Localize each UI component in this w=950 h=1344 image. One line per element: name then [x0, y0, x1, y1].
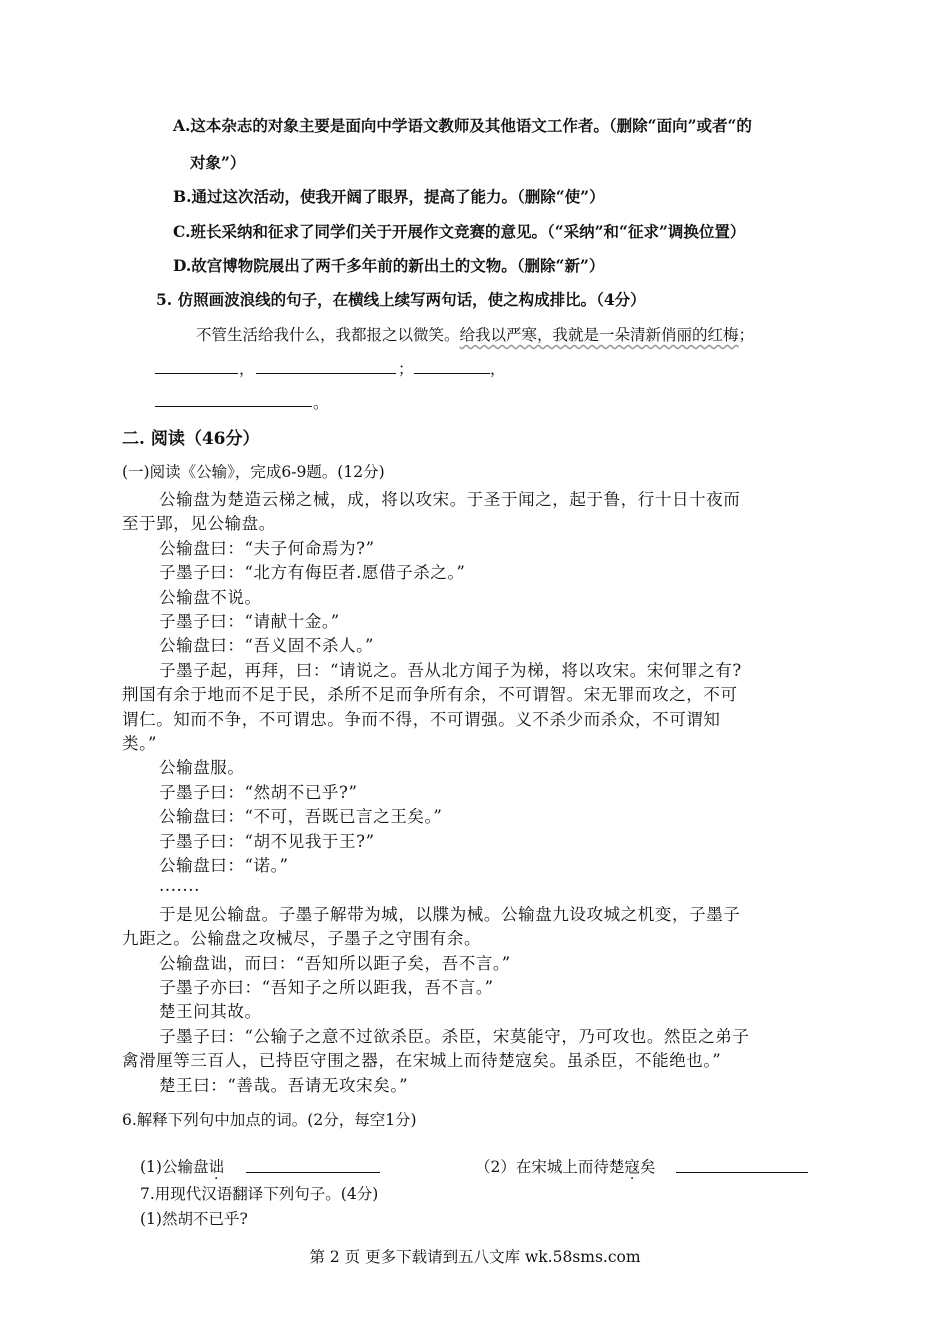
q5-example-wavy: 给我以严寒，我就是一朵清新俏丽的红梅 — [459, 326, 739, 344]
q5-blank-3[interactable] — [414, 373, 490, 374]
option-b: B.通过这次活动，使我开阔了眼界，提高了能力。（删除“使”） — [173, 187, 605, 206]
passage-line: 公输盘为楚造云梯之械，成，将以攻宋。于圣于闻之，起于鲁，行十日十夜而 — [159, 490, 741, 509]
passage-line: ....... — [159, 876, 200, 896]
passage-line: 楚王曰：“善哉。吾请无攻宋矣。” — [159, 1075, 409, 1095]
q6-item-2-dotted-word: 寇 — [624, 1158, 640, 1176]
passage-line: 子墨子曰：“公输子之意不过欲杀臣。杀臣，宋莫能守，乃可攻也。然臣之弟子 — [159, 1026, 750, 1046]
option-a-line1: A.这本杂志的对象主要是面向中学语文教师及其他语文工作者。（删除“面向”或者“的 — [173, 116, 752, 135]
passage-line: 子墨子曰：“胡不见我于王?” — [159, 831, 375, 851]
passage-line: 公输盘不说。 — [159, 587, 262, 607]
passage-line: 公输盘服。 — [159, 758, 245, 778]
page-footer: 第 2 页 更多下载请到五八文库 wk.58sms.com — [309, 1248, 641, 1266]
section-title: 二. 阅读（46分） — [122, 429, 260, 449]
q5-example — [196, 323, 754, 345]
q7-item-1: (1)然胡不已乎? — [140, 1210, 248, 1228]
passage-line: 谓仁。知而不争，不可谓忠。争而不得，不可谓强。义不杀少而杀众，不可谓知 — [122, 709, 721, 729]
q6-answer-1[interactable] — [246, 1172, 380, 1173]
q6-item-2-text: （2）在宋城上而待楚 — [475, 1158, 625, 1176]
option-d: D.故宫博物院展出了两千多年前的新出土的文物。（删除“新”） — [173, 256, 605, 275]
passage-line: 于是见公输盘。子墨子解带为城，以牒为械。公输盘九设攻城之机变，子墨子 — [159, 904, 741, 924]
q5-blank-2[interactable] — [256, 373, 396, 374]
q6-item-2-end: 矣 — [639, 1158, 656, 1176]
passage-line: 公输盘曰：“夫子何命焉为?” — [159, 538, 375, 558]
passage-line: 楚王问其故。 — [159, 1002, 262, 1022]
passage-line: 至于郢，见公输盘。 — [122, 514, 276, 534]
q6-prompt: 6.解释下列句中加点的词。(2分，每空1分) — [122, 1111, 417, 1129]
q5-blank-1[interactable] — [155, 373, 238, 374]
option-c: C.班长采纳和征求了同学们关于开展作文竞赛的意见。（“采纳”和“征求”调换位置） — [173, 222, 746, 241]
passage-line: 禽滑厘等三百人，已持臣守围之器，在宋城上而待楚寇矣。虽杀臣，不能绝也。” — [122, 1051, 722, 1071]
q7-prompt: 7.用现代汉语翻译下列句子。(4分) — [140, 1185, 379, 1203]
q5-sep-1: ， — [239, 360, 255, 378]
q6-answer-2[interactable] — [676, 1172, 808, 1173]
passage-line: 公输盘曰：“吾义固不杀人。” — [159, 636, 375, 656]
q6-item-2 — [475, 1155, 655, 1177]
passage-line: 子墨子曰：“请献十金。” — [159, 612, 340, 631]
q5-end: 。 — [313, 394, 329, 412]
passage-line: 公输盘诎，而曰：“吾知所以距子矣，吾不言。” — [159, 953, 511, 973]
passage-line: 公输盘曰：“不可，吾既已言之王矣。” — [159, 807, 443, 827]
passage-line: 子墨子曰：“北方有侮臣者.愿借子杀之。” — [159, 563, 466, 583]
q6-item-1 — [140, 1155, 224, 1177]
part-heading: (一)阅读《公输》，完成6-9题。(12分) — [122, 463, 385, 481]
q5-example-end: ； — [738, 326, 755, 344]
q5-sep-3: ， — [490, 360, 506, 378]
passage-line: 子墨子起，再拜，曰：“请说之。吾从北方闻子为梯，将以攻宋。宋何罪之有? — [159, 660, 742, 680]
passage-line: 公输盘曰：“诺。” — [159, 856, 289, 875]
option-a-line2: 对象”） — [190, 153, 246, 172]
passage-line: 荆国有余于地而不足于民，杀所不足而争所有余，不可谓智。宋无罪而攻之，不可 — [122, 685, 738, 705]
q5-blank-4[interactable] — [155, 406, 312, 407]
q5-prompt: 5. 仿照画波浪线的句子，在横线上续写两句话，使之构成排比。（4分） — [156, 290, 646, 309]
passage-line: 类。” — [122, 734, 157, 753]
passage-line: 子墨子曰：“然胡不已乎?” — [159, 782, 358, 802]
q6-item-1-text: (1)公输盘 — [140, 1158, 209, 1176]
passage-line: 子墨子亦曰：“吾知子之所以距我，吾不言。” — [159, 978, 494, 997]
q6-item-1-dotted-word: 诎 — [208, 1158, 224, 1176]
passage-line: 九距之。公输盘之攻械尽，子墨子之守围有余。 — [122, 929, 482, 949]
q5-sep-2: ； — [398, 360, 414, 378]
q5-example-plain: 不管生活给我什么，我都报之以微笑。 — [196, 326, 460, 344]
